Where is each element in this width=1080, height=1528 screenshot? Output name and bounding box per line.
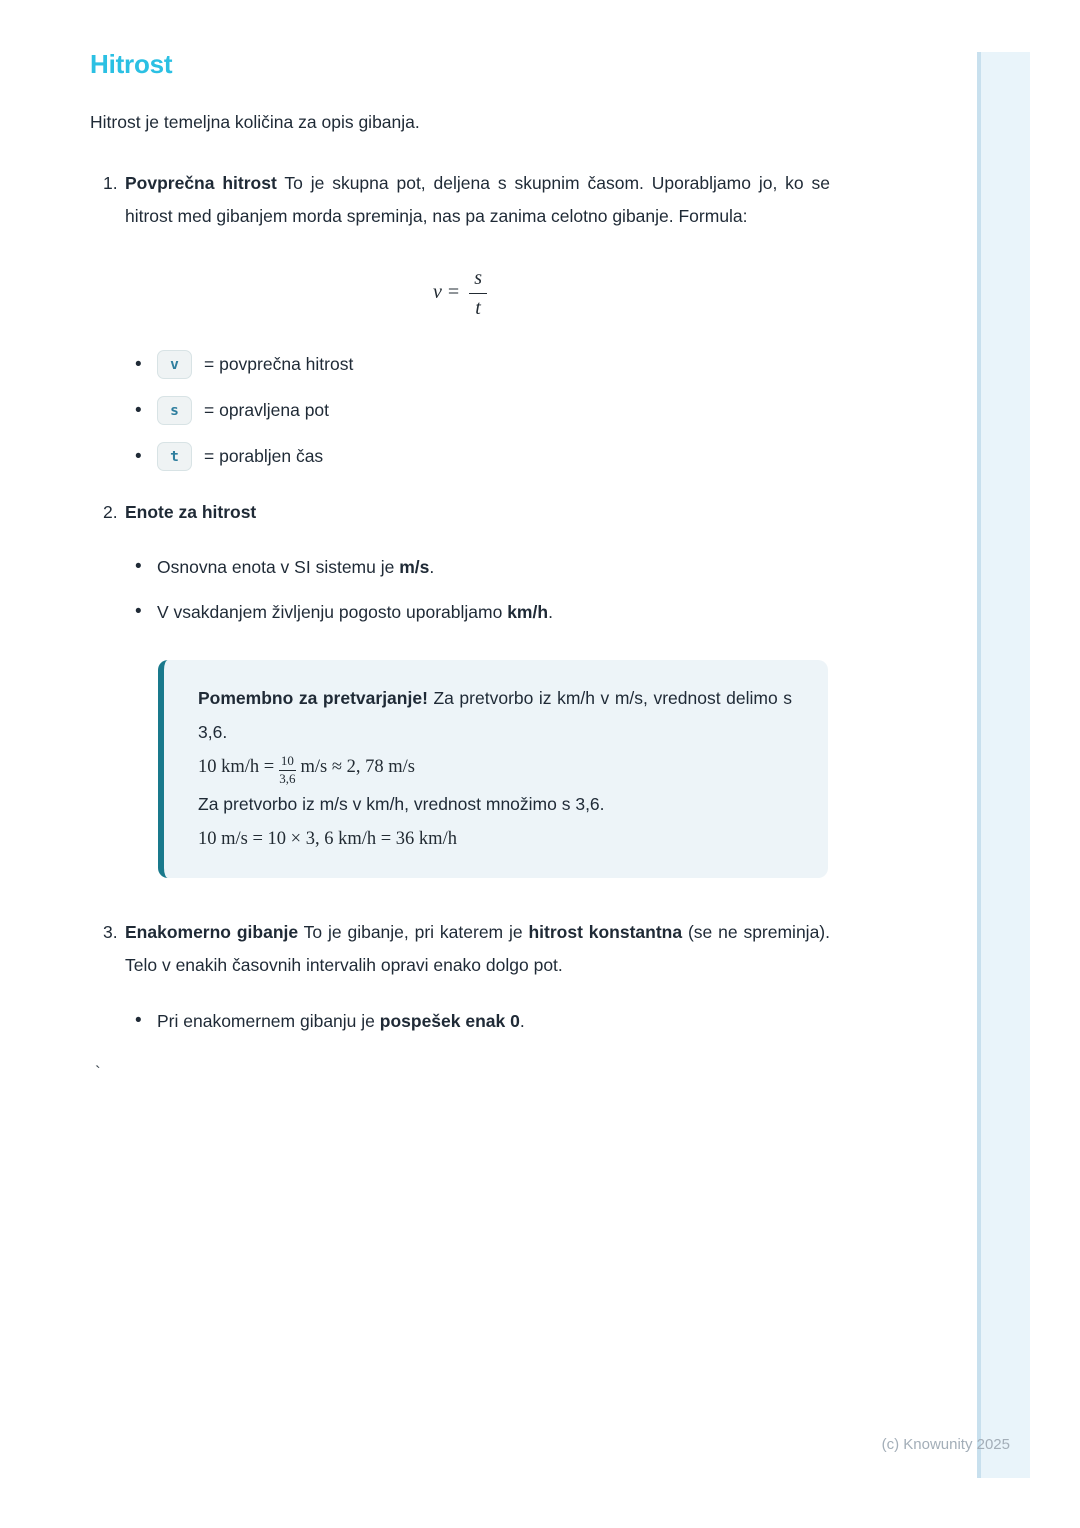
item-1-number: 1. [103,173,118,193]
equals-sign: = [447,281,460,304]
units-bullet-2-pre: V vsakdanjem življenju pogosto uporabljamo [157,602,508,622]
item-3-text [125,916,830,982]
variable-row-s [135,396,830,425]
stray-backtick: ` [95,1062,101,1082]
callout-intro [198,681,792,749]
bullet-dot-icon: • [135,353,142,375]
uniform-bullet-post: . [519,1010,525,1031]
inline-fraction-denominator: 3,6 [279,771,296,787]
item-3-number: 3. [103,921,118,942]
math1-pre: 10 km/h = [198,757,279,777]
item-3-text-b: (se ne spreminja). Telo v enakih časovnih intervalih opravi enako dolgo pot. [125,921,830,975]
units-bullet-1-bold: m/s [399,557,430,577]
list-item-2 [90,496,830,529]
callout-heading: Pomembno za pretvarjanje! [198,688,428,708]
item-2-number: 2. [103,502,118,522]
item-2-title: Enote za hitrost [125,502,257,522]
uniform-bullet-bold: pospešek enak 0 [379,1010,520,1031]
fraction-denominator: t [475,297,481,319]
bullet-dot-icon: • [135,1009,142,1031]
item-3-bold: hitrost konstantna [528,921,683,942]
callout-line-2: Za pretvorbo iz m/s v km/h, vrednost množimo s 3,6. [198,793,605,814]
variable-meaning-s: = opravljena pot [204,400,330,420]
conversion-formula-kmh-to-ms [198,749,792,787]
units-bullet-2-post: . [548,602,553,622]
right-page-strip [977,52,1030,1478]
units-bullet-2-text [157,600,553,624]
variable-row-v [135,350,830,379]
units-bullet-2 [135,600,830,624]
average-speed-formula [90,267,830,320]
item-1-lead: Povprečna hitrost [125,173,277,193]
units-bullet-1-post: . [429,557,435,577]
units-bullet-1-text [157,555,434,579]
bullet-dot-icon: • [135,399,142,421]
bullet-dot-icon: • [135,445,142,467]
variable-badge-s: s [157,396,192,425]
item-1-text [125,167,830,233]
conversion-formula-ms-to-kmh: 10 m/s = 10 × 3, 6 km/h = 36 km/h [198,828,457,849]
list-item-1 [90,167,830,233]
item-3-lead: Enakomerno gibanje [125,921,299,942]
fraction [469,267,487,320]
bullet-dot-icon: • [135,601,142,622]
item-3-text-a: To je gibanje, pri katerem je [298,921,529,942]
conversion-callout-box [158,660,828,878]
uniform-bullet-pre: Pri enakomernem gibanju je [157,1010,380,1031]
bullet-dot-icon: • [135,556,142,577]
inline-fraction [279,754,296,787]
variable-badge-t: t [157,442,192,471]
variable-legend [90,350,830,471]
fraction-numerator: s [469,267,487,294]
callout-line-1: Za pretvorbo iz km/h v m/s, vrednost delimo s 3,6. [198,688,792,742]
units-bullet-1-pre: Osnovna enota v SI sistemu je [157,557,400,577]
copyright-notice: (c) Knowunity 2025 [881,1436,1010,1453]
list-item-3 [90,916,830,982]
math1-post: m/s ≈ 2, 78 m/s [295,757,415,777]
inline-fraction-numerator: 10 [279,754,296,771]
uniform-motion-bullet [135,1009,830,1033]
intro-paragraph: Hitrost je temeljna količina za opis gibanja. [90,112,420,132]
variable-badge-v: v [157,350,192,379]
document-content [90,0,830,1083]
units-bullet-1 [135,555,830,579]
item-1-description: To je skupna pot, deljena s skupnim časom. Uporabljamo jo, ko se hitrost med gibanjem morda spreminja, nas pa zanima celotno gibanje. Formula: [125,173,830,226]
variable-row-t [135,442,830,471]
variable-meaning-v: = povprečna hitrost [204,354,354,374]
units-bullet-list [90,555,830,624]
units-bullet-2-bold: km/h [507,602,549,622]
uniform-motion-bullet-text [157,1009,525,1033]
formula-lhs: v [433,281,442,304]
page-title: Hitrost [90,49,173,79]
variable-meaning-t: = porabljen čas [204,446,324,466]
